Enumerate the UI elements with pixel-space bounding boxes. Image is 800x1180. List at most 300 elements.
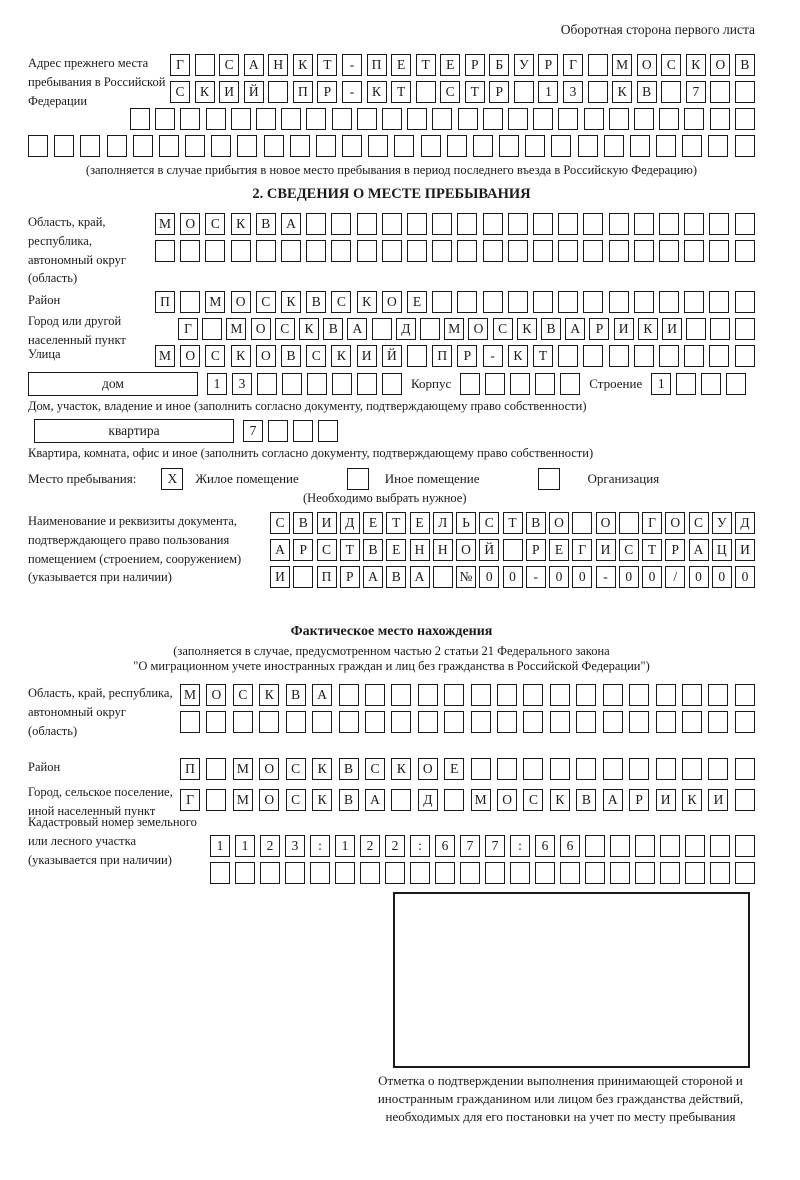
house-type-box[interactable]: дом [28, 372, 198, 396]
char-cell[interactable] [550, 758, 570, 780]
char-cell[interactable] [420, 318, 440, 340]
char-cell[interactable]: А [603, 789, 623, 811]
char-cell[interactable]: С [440, 81, 460, 103]
char-cell[interactable] [155, 108, 175, 130]
char-cell[interactable]: С [331, 291, 351, 313]
char-cell[interactable]: Р [317, 81, 337, 103]
char-cell[interactable] [634, 213, 654, 235]
char-cell[interactable] [306, 108, 326, 130]
char-cell[interactable]: Т [416, 54, 436, 76]
char-cell[interactable] [634, 291, 654, 313]
char-cell[interactable] [306, 240, 326, 262]
char-cell[interactable]: И [596, 539, 616, 561]
char-cell[interactable] [525, 135, 545, 157]
char-cell[interactable]: О [549, 512, 569, 534]
char-cell[interactable] [708, 711, 728, 733]
char-cell[interactable]: 1 [207, 373, 227, 395]
char-cell[interactable] [578, 135, 598, 157]
char-cell[interactable] [735, 291, 755, 313]
char-cell[interactable] [508, 213, 528, 235]
char-cell[interactable]: Т [533, 345, 553, 367]
char-cell[interactable]: А [244, 54, 264, 76]
char-cell[interactable] [684, 345, 704, 367]
char-cell[interactable] [634, 108, 654, 130]
char-cell[interactable]: : [510, 835, 530, 857]
char-cell[interactable] [588, 54, 608, 76]
char-cell[interactable] [609, 213, 629, 235]
char-cell[interactable]: О [180, 213, 200, 235]
char-cell[interactable]: И [708, 789, 728, 811]
char-cell[interactable]: 0 [572, 566, 592, 588]
char-cell[interactable]: О [456, 539, 476, 561]
char-cell[interactable]: А [410, 566, 430, 588]
char-cell[interactable] [735, 213, 755, 235]
char-cell[interactable]: К [508, 345, 528, 367]
char-cell[interactable]: С [317, 539, 337, 561]
char-cell[interactable] [634, 240, 654, 262]
char-cell[interactable] [726, 373, 746, 395]
char-cell[interactable]: К [517, 318, 537, 340]
char-cell[interactable]: Т [465, 81, 485, 103]
char-cell[interactable] [418, 684, 438, 706]
char-cell[interactable]: Р [665, 539, 685, 561]
char-cell[interactable]: И [219, 81, 239, 103]
char-cell[interactable]: В [286, 684, 306, 706]
char-cell[interactable]: П [367, 54, 387, 76]
char-cell[interactable]: В [526, 512, 546, 534]
char-cell[interactable] [485, 862, 505, 884]
char-cell[interactable] [583, 240, 603, 262]
char-cell[interactable]: А [270, 539, 290, 561]
char-cell[interactable] [332, 108, 352, 130]
char-cell[interactable] [457, 291, 477, 313]
char-cell[interactable]: И [656, 789, 676, 811]
char-cell[interactable] [735, 135, 755, 157]
char-cell[interactable]: В [293, 512, 313, 534]
char-cell[interactable]: П [180, 758, 200, 780]
char-cell[interactable]: К [682, 789, 702, 811]
char-cell[interactable]: 7 [686, 81, 706, 103]
char-cell[interactable]: К [281, 291, 301, 313]
char-cell[interactable]: 2 [360, 835, 380, 857]
char-cell[interactable] [310, 862, 330, 884]
char-cell[interactable]: О [596, 512, 616, 534]
char-cell[interactable]: Е [410, 512, 430, 534]
char-cell[interactable] [684, 240, 704, 262]
char-cell[interactable]: А [363, 566, 383, 588]
char-cell[interactable] [514, 81, 534, 103]
char-cell[interactable] [416, 81, 436, 103]
char-cell[interactable] [382, 373, 402, 395]
char-cell[interactable] [535, 862, 555, 884]
char-cell[interactable]: С [365, 758, 385, 780]
char-cell[interactable] [483, 240, 503, 262]
char-cell[interactable] [710, 318, 730, 340]
char-cell[interactable] [264, 135, 284, 157]
char-cell[interactable] [710, 835, 730, 857]
char-cell[interactable] [710, 81, 730, 103]
char-cell[interactable] [585, 835, 605, 857]
char-cell[interactable]: Р [293, 539, 313, 561]
char-cell[interactable] [231, 240, 251, 262]
char-cell[interactable]: 1 [210, 835, 230, 857]
char-cell[interactable]: Т [340, 539, 360, 561]
char-cell[interactable]: 0 [479, 566, 499, 588]
char-cell[interactable]: Г [178, 318, 198, 340]
char-cell[interactable]: Р [538, 54, 558, 76]
char-cell[interactable] [435, 862, 455, 884]
char-cell[interactable] [619, 512, 639, 534]
char-cell[interactable] [735, 711, 755, 733]
char-cell[interactable] [444, 711, 464, 733]
char-cell[interactable]: 2 [260, 835, 280, 857]
char-cell[interactable] [710, 862, 730, 884]
char-cell[interactable]: М [612, 54, 632, 76]
char-cell[interactable] [523, 711, 543, 733]
char-cell[interactable]: В [281, 345, 301, 367]
char-cell[interactable] [659, 345, 679, 367]
char-cell[interactable] [331, 213, 351, 235]
char-cell[interactable] [407, 240, 427, 262]
char-cell[interactable] [684, 291, 704, 313]
char-cell[interactable]: В [735, 54, 755, 76]
char-cell[interactable] [684, 213, 704, 235]
char-cell[interactable]: 3 [232, 373, 252, 395]
char-cell[interactable] [286, 711, 306, 733]
char-cell[interactable]: 6 [435, 835, 455, 857]
char-cell[interactable] [510, 373, 530, 395]
char-cell[interactable]: В [637, 81, 657, 103]
char-cell[interactable] [735, 835, 755, 857]
char-cell[interactable] [558, 213, 578, 235]
char-cell[interactable] [293, 566, 313, 588]
char-cell[interactable] [382, 108, 402, 130]
char-cell[interactable]: - [342, 81, 362, 103]
char-cell[interactable] [735, 758, 755, 780]
char-cell[interactable] [709, 240, 729, 262]
char-cell[interactable]: / [665, 566, 685, 588]
char-cell[interactable] [458, 108, 478, 130]
char-cell[interactable] [382, 213, 402, 235]
char-cell[interactable] [316, 135, 336, 157]
char-cell[interactable] [210, 862, 230, 884]
char-cell[interactable] [357, 373, 377, 395]
char-cell[interactable]: К [259, 684, 279, 706]
char-cell[interactable]: О [665, 512, 685, 534]
apartment-type-box[interactable]: квартира [34, 419, 234, 443]
char-cell[interactable] [550, 711, 570, 733]
char-cell[interactable] [407, 345, 427, 367]
char-cell[interactable]: К [550, 789, 570, 811]
char-cell[interactable] [656, 684, 676, 706]
char-cell[interactable]: 7 [485, 835, 505, 857]
char-cell[interactable]: С [306, 345, 326, 367]
char-cell[interactable] [629, 711, 649, 733]
char-cell[interactable] [368, 135, 388, 157]
char-cell[interactable] [610, 835, 630, 857]
char-cell[interactable] [233, 711, 253, 733]
char-cell[interactable]: О [180, 345, 200, 367]
char-cell[interactable]: 0 [735, 566, 755, 588]
char-cell[interactable] [630, 135, 650, 157]
char-cell[interactable]: М [233, 789, 253, 811]
char-cell[interactable] [268, 420, 288, 442]
char-cell[interactable] [335, 862, 355, 884]
char-cell[interactable] [237, 135, 257, 157]
char-cell[interactable]: М [226, 318, 246, 340]
char-cell[interactable] [659, 240, 679, 262]
char-cell[interactable] [629, 684, 649, 706]
char-cell[interactable]: И [735, 539, 755, 561]
char-cell[interactable]: К [331, 345, 351, 367]
char-cell[interactable]: Р [489, 81, 509, 103]
char-cell[interactable] [510, 862, 530, 884]
char-cell[interactable] [342, 135, 362, 157]
char-cell[interactable]: С [619, 539, 639, 561]
char-cell[interactable]: К [612, 81, 632, 103]
char-cell[interactable]: В [306, 291, 326, 313]
char-cell[interactable]: П [155, 291, 175, 313]
char-cell[interactable] [735, 862, 755, 884]
char-cell[interactable] [558, 345, 578, 367]
char-cell[interactable]: Т [386, 512, 406, 534]
char-cell[interactable]: С [205, 213, 225, 235]
char-cell[interactable] [604, 135, 624, 157]
char-cell[interactable]: : [310, 835, 330, 857]
char-cell[interactable]: К [312, 758, 332, 780]
char-cell[interactable] [685, 862, 705, 884]
char-cell[interactable]: В [541, 318, 561, 340]
char-cell[interactable] [471, 684, 491, 706]
char-cell[interactable]: Д [396, 318, 416, 340]
char-cell[interactable] [609, 240, 629, 262]
char-cell[interactable]: В [339, 789, 359, 811]
char-cell[interactable]: С [286, 789, 306, 811]
char-cell[interactable] [558, 240, 578, 262]
char-cell[interactable] [585, 862, 605, 884]
char-cell[interactable]: К [195, 81, 215, 103]
char-cell[interactable]: О [637, 54, 657, 76]
char-cell[interactable] [421, 135, 441, 157]
char-cell[interactable]: С [233, 684, 253, 706]
char-cell[interactable] [256, 108, 276, 130]
char-cell[interactable] [410, 862, 430, 884]
char-cell[interactable]: М [155, 345, 175, 367]
char-cell[interactable] [202, 318, 222, 340]
char-cell[interactable]: К [391, 758, 411, 780]
char-cell[interactable]: И [662, 318, 682, 340]
char-cell[interactable] [609, 108, 629, 130]
char-cell[interactable] [629, 758, 649, 780]
char-cell[interactable]: Г [642, 512, 662, 534]
char-cell[interactable]: 0 [619, 566, 639, 588]
char-cell[interactable]: С [256, 291, 276, 313]
char-cell[interactable] [709, 213, 729, 235]
char-cell[interactable]: А [365, 789, 385, 811]
char-cell[interactable]: С [286, 758, 306, 780]
char-cell[interactable] [497, 684, 517, 706]
char-cell[interactable]: С [205, 345, 225, 367]
char-cell[interactable]: С [270, 512, 290, 534]
char-cell[interactable]: В [363, 539, 383, 561]
char-cell[interactable] [708, 684, 728, 706]
char-cell[interactable]: О [256, 345, 276, 367]
char-cell[interactable] [576, 711, 596, 733]
char-cell[interactable] [432, 240, 452, 262]
char-cell[interactable]: С [170, 81, 190, 103]
char-cell[interactable] [656, 711, 676, 733]
char-cell[interactable]: И [270, 566, 290, 588]
char-cell[interactable]: 1 [335, 835, 355, 857]
char-cell[interactable]: О [497, 789, 517, 811]
char-cell[interactable]: С [219, 54, 239, 76]
char-cell[interactable] [460, 373, 480, 395]
char-cell[interactable] [457, 213, 477, 235]
char-cell[interactable]: О [710, 54, 730, 76]
char-cell[interactable] [499, 135, 519, 157]
char-cell[interactable] [357, 108, 377, 130]
char-cell[interactable]: 1 [538, 81, 558, 103]
char-cell[interactable]: - [483, 345, 503, 367]
char-cell[interactable]: Е [386, 539, 406, 561]
char-cell[interactable] [195, 54, 215, 76]
char-cell[interactable] [339, 711, 359, 733]
char-cell[interactable] [583, 291, 603, 313]
char-cell[interactable] [684, 108, 704, 130]
char-cell[interactable] [583, 345, 603, 367]
char-cell[interactable] [560, 373, 580, 395]
char-cell[interactable] [609, 345, 629, 367]
char-cell[interactable]: Т [503, 512, 523, 534]
char-cell[interactable]: Ь [456, 512, 476, 534]
char-cell[interactable] [391, 684, 411, 706]
char-cell[interactable]: В [386, 566, 406, 588]
char-cell[interactable]: М [205, 291, 225, 313]
char-cell[interactable]: - [526, 566, 546, 588]
char-cell[interactable] [133, 135, 153, 157]
char-cell[interactable] [682, 135, 702, 157]
char-cell[interactable] [659, 291, 679, 313]
char-cell[interactable]: В [323, 318, 343, 340]
char-cell[interactable]: Т [317, 54, 337, 76]
char-cell[interactable] [80, 135, 100, 157]
char-cell[interactable]: 0 [549, 566, 569, 588]
char-cell[interactable] [332, 373, 352, 395]
char-cell[interactable] [457, 240, 477, 262]
char-cell[interactable]: А [565, 318, 585, 340]
char-cell[interactable]: Г [180, 789, 200, 811]
char-cell[interactable] [603, 684, 623, 706]
char-cell[interactable] [260, 862, 280, 884]
char-cell[interactable] [735, 318, 755, 340]
char-cell[interactable] [735, 684, 755, 706]
char-cell[interactable] [603, 758, 623, 780]
char-cell[interactable]: Р [465, 54, 485, 76]
char-cell[interactable] [533, 240, 553, 262]
char-cell[interactable] [268, 81, 288, 103]
char-cell[interactable] [576, 684, 596, 706]
char-cell[interactable] [560, 862, 580, 884]
char-cell[interactable]: Р [340, 566, 360, 588]
char-cell[interactable] [293, 420, 313, 442]
char-cell[interactable]: Н [433, 539, 453, 561]
char-cell[interactable] [444, 789, 464, 811]
checkbox-organization[interactable] [538, 468, 560, 490]
char-cell[interactable] [180, 108, 200, 130]
char-cell[interactable]: К [357, 291, 377, 313]
char-cell[interactable] [107, 135, 127, 157]
char-cell[interactable] [180, 240, 200, 262]
char-cell[interactable]: Й [382, 345, 402, 367]
char-cell[interactable] [660, 862, 680, 884]
char-cell[interactable]: И [614, 318, 634, 340]
char-cell[interactable] [483, 291, 503, 313]
char-cell[interactable]: Р [629, 789, 649, 811]
char-cell[interactable] [256, 240, 276, 262]
char-cell[interactable] [206, 789, 226, 811]
char-cell[interactable] [318, 420, 338, 442]
char-cell[interactable] [709, 345, 729, 367]
char-cell[interactable] [331, 240, 351, 262]
char-cell[interactable] [508, 108, 528, 130]
char-cell[interactable] [432, 213, 452, 235]
char-cell[interactable]: У [712, 512, 732, 534]
char-cell[interactable]: 0 [503, 566, 523, 588]
char-cell[interactable]: О [382, 291, 402, 313]
char-cell[interactable] [360, 862, 380, 884]
char-cell[interactable] [676, 373, 696, 395]
char-cell[interactable] [372, 318, 392, 340]
char-cell[interactable] [394, 135, 414, 157]
char-cell[interactable] [28, 135, 48, 157]
char-cell[interactable]: А [312, 684, 332, 706]
char-cell[interactable] [735, 108, 755, 130]
char-cell[interactable] [357, 240, 377, 262]
char-cell[interactable] [709, 291, 729, 313]
char-cell[interactable]: 6 [560, 835, 580, 857]
char-cell[interactable] [205, 240, 225, 262]
char-cell[interactable] [285, 862, 305, 884]
char-cell[interactable]: Д [418, 789, 438, 811]
char-cell[interactable] [290, 135, 310, 157]
char-cell[interactable]: К [231, 345, 251, 367]
char-cell[interactable]: А [347, 318, 367, 340]
char-cell[interactable]: Н [268, 54, 288, 76]
char-cell[interactable]: С [479, 512, 499, 534]
char-cell[interactable]: О [231, 291, 251, 313]
char-cell[interactable]: Е [391, 54, 411, 76]
char-cell[interactable] [701, 373, 721, 395]
char-cell[interactable] [735, 240, 755, 262]
char-cell[interactable]: С [689, 512, 709, 534]
char-cell[interactable] [185, 135, 205, 157]
char-cell[interactable]: - [596, 566, 616, 588]
char-cell[interactable] [385, 862, 405, 884]
char-cell[interactable] [206, 758, 226, 780]
char-cell[interactable] [282, 373, 302, 395]
char-cell[interactable]: А [689, 539, 709, 561]
char-cell[interactable] [558, 108, 578, 130]
char-cell[interactable]: К [638, 318, 658, 340]
char-cell[interactable] [235, 862, 255, 884]
char-cell[interactable] [660, 835, 680, 857]
char-cell[interactable]: М [233, 758, 253, 780]
char-cell[interactable]: Т [642, 539, 662, 561]
char-cell[interactable]: 7 [243, 420, 263, 442]
char-cell[interactable]: П [317, 566, 337, 588]
char-cell[interactable]: С [523, 789, 543, 811]
char-cell[interactable]: - [342, 54, 362, 76]
